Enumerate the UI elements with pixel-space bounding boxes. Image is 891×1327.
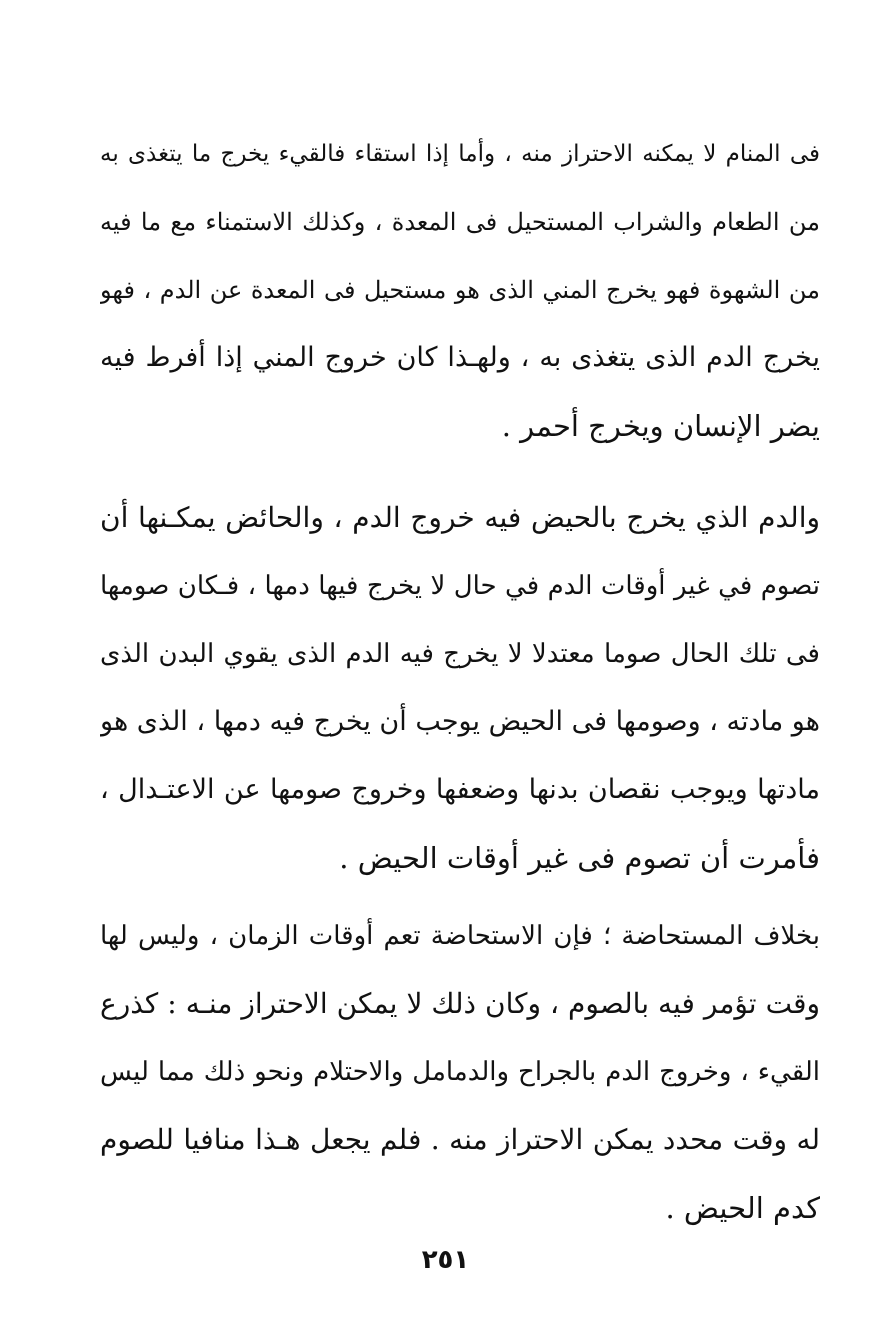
text-line: فأمرت أن تصوم فى غير أوقات الحيض . <box>339 841 820 875</box>
text-line: له وقت محدد يمكن الاحتراز منه . فلم يجعل هـذا منافيا للصوم <box>100 1123 820 1156</box>
paragraph-2 <box>100 484 820 892</box>
text-line: القيء ، وخروج الدم بالجراح والدمامل والاحتلام ونحو ذلك مما ليس <box>100 1057 820 1087</box>
paragraph-3 <box>100 902 820 1242</box>
text-line: يخرج الدم الذى يتغذى به ، ولهـذا كان خروج المني إذا أفرط فيه <box>100 342 820 373</box>
text-line: فى تلك الحال صوما معتدلا لا يخرج فيه الدم الذى يقوي البدن الذى <box>100 639 820 669</box>
text-line: وقت تؤمر فيه بالصوم ، وكان ذلك لا يمكن الاحتراز منـه : كذرع <box>100 987 820 1020</box>
text-line: بخلاف المستحاضة ؛ فإن الاستحاضة تعم أوقات الزمان ، وليس لها <box>100 921 820 951</box>
paragraph-1 <box>100 120 820 460</box>
text-line: يضر الإنسان ويخرج أحمر . <box>501 409 820 443</box>
text-line: تصوم في غير أوقات الدم في حال لا يخرج فيها دمها ، فـكان صومها <box>100 571 820 601</box>
text-line: من الطعام والشراب المستحيل فى المعدة ، وكذلك الاستمناء مع ما فيه <box>100 208 820 236</box>
text-line: كدم الحيض . <box>665 1191 820 1225</box>
text-line: هو مادته ، وصومها فى الحيض يوجب أن يخرج فيه دمها ، الذى هو <box>100 706 820 737</box>
text-line: من الشهوة فهو يخرج المني الذى هو مستحيل فى المعدة عن الدم ، فهو <box>100 276 820 304</box>
text-line: والدم الذي يخرج بالحيض فيه خروج الدم ، والحائض يمكـنها أن <box>100 501 820 534</box>
page-number: ٢٥١ <box>421 1245 470 1275</box>
text-line: فى المنام لا يمكنه الاحتراز منه ، وأما إذا استقاء فالقيء يخرج ما يتغذى به <box>100 141 820 167</box>
text-line: مادتها ويوجب نقصان بدنها وضعفها وخروج صومها عن الاعتـدال ، <box>100 774 820 805</box>
